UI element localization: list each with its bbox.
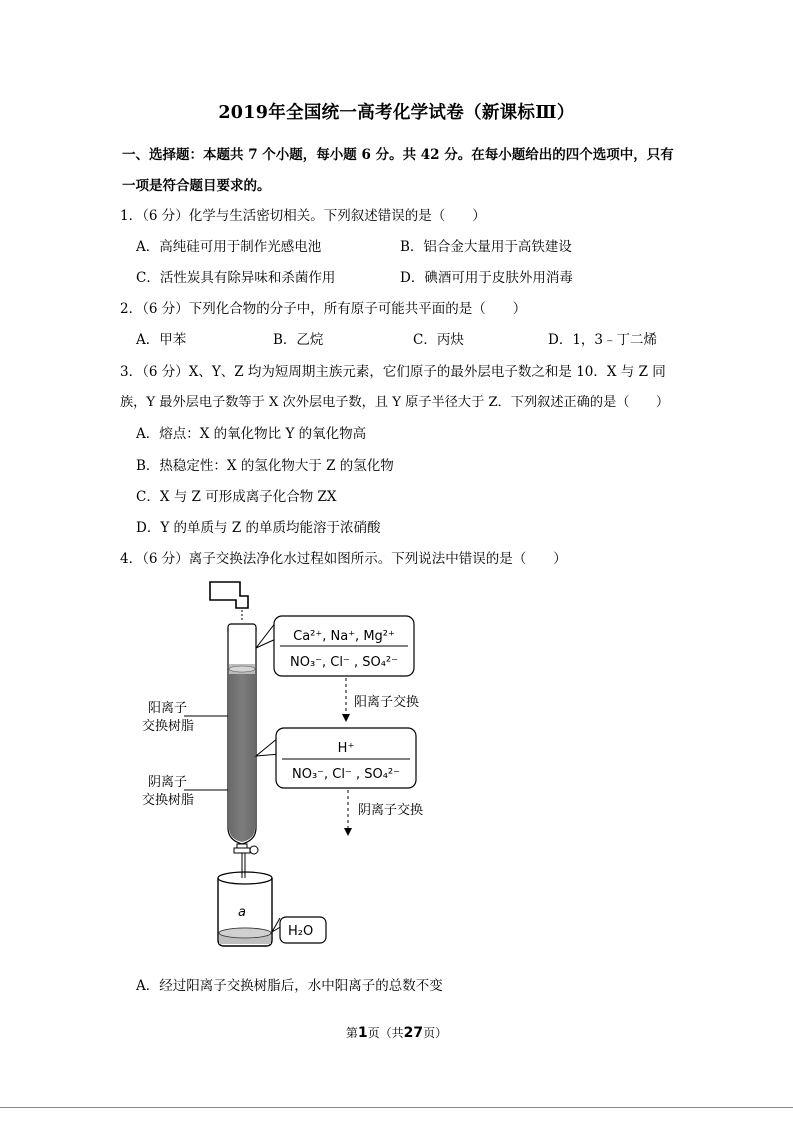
q1-stem: 1．（6 分）化学与生活密切相关。下列叙述错误的是（ ） [120, 208, 486, 224]
resin-bed [229, 674, 255, 842]
page-footer [0, 1024, 793, 1041]
q2-option-c: C．丙炔 [413, 332, 464, 348]
q1-option-d: D．碘酒可用于皮肤外用消毒 [400, 270, 573, 286]
q3-option-d: D．Y 的单质与 Z 的单质均能溶于浓硝酸 [136, 520, 381, 536]
ion-exchange-diagram [130, 578, 450, 958]
anion-resin-label-2: 交换树脂 [142, 793, 195, 808]
q2-option-d: D．1，3﹣丁二烯 [548, 332, 658, 348]
q1-option-b: B．铝合金大量用于高铁建设 [400, 239, 572, 255]
cation-resin-label-2: 交换树脂 [142, 719, 195, 734]
q2-stem: 2．（6 分）下列化合物的分子中，所有原子可能共平面的是（ ） [120, 301, 527, 317]
footer-page-number: 1 [357, 1025, 368, 1041]
cation-resin-label-1: 阳离子 [148, 701, 188, 716]
faucet-icon [210, 582, 248, 608]
q3-option-c: C．X 与 Z 可形成离子化合物 ZX [136, 489, 337, 505]
q4-stem: 4．（6 分）离子交换法净化水过程如图所示。下列说法中错误的是（ ） [120, 551, 567, 567]
section-heading-line1: 一、选择题：本题共 7 个小题，每小题 6 分。共 42 分。在每小题给出的四个选项中，只有 [122, 147, 674, 163]
q3-option-b: B．热稳定性：X 的氢化物大于 Z 的氢化物 [136, 458, 394, 474]
q4-option-a: A．经过阳离子交换树脂后，水中阳离子的总数不变 [136, 978, 443, 994]
q3-stem-line1: 3．（6 分）X、Y、Z 均为短周期主族元素，它们原子的最外层电子数之和是 10．X 与 Z 同 [120, 364, 666, 380]
box1-anions: NO₃⁻, Cl⁻ , SO₄²⁻ [289, 655, 399, 670]
box2-cations: H⁺ [337, 741, 355, 756]
drop-label: a [238, 905, 246, 920]
box2-anions: NO₃⁻, Cl⁻ , SO₄²⁻ [291, 767, 401, 782]
q2-option-b: B．乙烷 [273, 332, 324, 348]
footer-total-pages: 27 [403, 1025, 424, 1041]
q1-option-c: C．活性炭具有除异味和杀菌作用 [136, 270, 336, 286]
q2-option-a: A．甲苯 [136, 332, 187, 348]
footer-prefix: 第 [345, 1026, 358, 1040]
anion-resin-label-1: 阴离子 [148, 775, 188, 790]
q3-option-a: A．熔点：X 的氧化物比 Y 的氧化物高 [136, 426, 367, 442]
cation-exchange-label: 阳离子交换 [354, 695, 420, 710]
box1-cations: Ca²⁺, Na⁺, Mg²⁺ [293, 629, 395, 644]
section-heading-line2: 一项是符合题目要求的。 [122, 178, 271, 194]
footer-middle: 页（共 [367, 1026, 404, 1040]
anion-exchange-label: 阴离子交换 [358, 803, 424, 818]
h2o-label: H₂O [288, 924, 314, 939]
q1-option-a: A．高纯硅可用于制作光感电池 [136, 239, 322, 255]
page-divider [0, 1107, 793, 1108]
exchange-column [228, 624, 256, 844]
q3-stem-line2: 族，Y 最外层电子数等于 X 次外层电子数，且 Y 原子半径大于 Z．下列叙述正确的是（ ） [120, 395, 670, 410]
page-title: 2019年全国统一高考化学试卷（新课标Ⅲ） [218, 103, 575, 123]
footer-suffix: 页） [423, 1026, 448, 1040]
